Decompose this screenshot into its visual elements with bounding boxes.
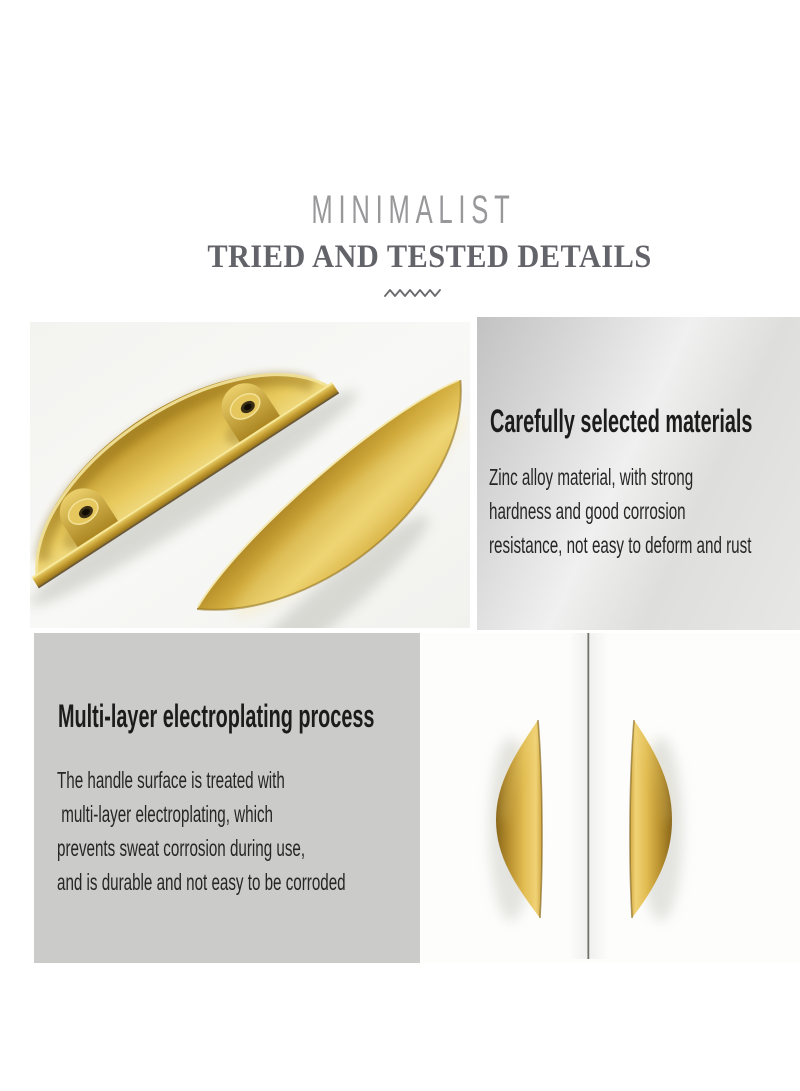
page-title bbox=[0, 239, 800, 276]
electroplating-heading: Multi-layer electroplating process bbox=[58, 698, 375, 734]
electroplating-line: and is durable and not easy to be corroded bbox=[57, 869, 346, 895]
handles-photo bbox=[30, 322, 470, 628]
materials-line: resistance, not easy to deform and rust bbox=[489, 532, 752, 558]
electroplating-panel bbox=[34, 633, 420, 963]
materials-body bbox=[489, 460, 800, 562]
doors-background bbox=[421, 633, 800, 963]
divider bbox=[0, 286, 800, 304]
electroplating-line: The handle surface is treated with bbox=[57, 767, 285, 793]
electroplating-line: multi-layer electroplating, which bbox=[57, 801, 273, 827]
materials-heading: Carefully selected materials bbox=[490, 403, 753, 439]
doors-photo-illustration bbox=[421, 633, 800, 963]
materials-line: hardness and good corrosion bbox=[489, 498, 686, 524]
subtitle-text: MINIMALIST bbox=[310, 188, 516, 232]
electroplating-line: prevents sweat corrosion during use, bbox=[57, 835, 306, 861]
handles-photo-illustration bbox=[30, 322, 470, 628]
page-subtitle bbox=[0, 188, 800, 233]
door-seam bbox=[587, 633, 589, 959]
materials-line: Zinc alloy material, with strong bbox=[489, 464, 694, 490]
doors-photo bbox=[421, 633, 800, 963]
title-text: TRIED AND TESTED DETAILS bbox=[207, 239, 653, 275]
materials-panel bbox=[477, 317, 800, 630]
zigzag-divider-icon bbox=[384, 287, 442, 299]
